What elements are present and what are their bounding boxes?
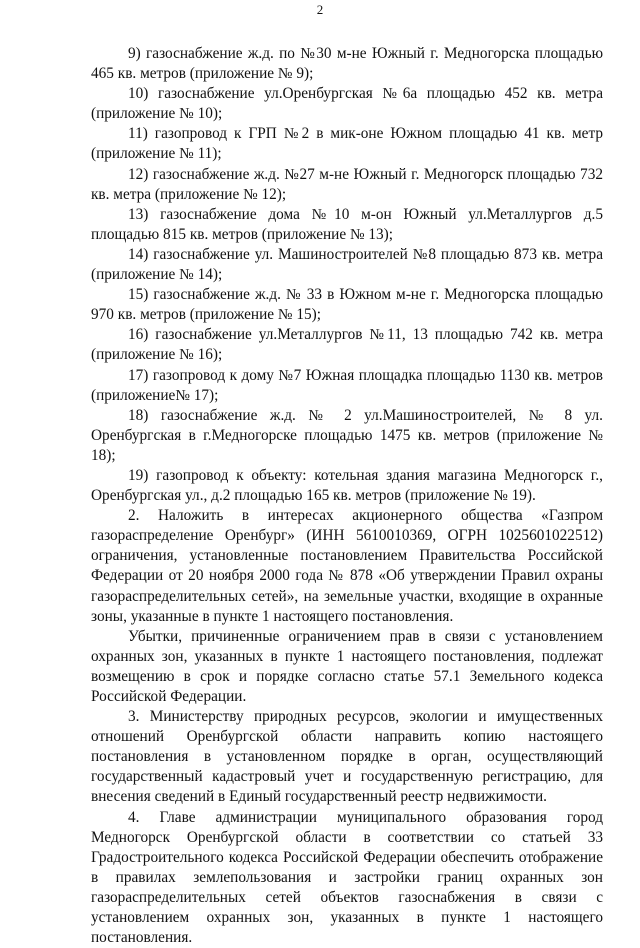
item-12: 12) газоснабжение ж.д. №27 м-не Южный г. Медногорск площадью 732 кв. метра (приложение № 12); <box>91 165 603 203</box>
item-15: 15) газоснабжение ж.д. № 33 в Южном м-не г. Медногорска площадью 970 кв. метров (приложение № 15); <box>91 286 603 324</box>
clause-2: 2. Наложить в интересах акционерного общества «Газпром газораспределение Оренбург» (ИНН 5610010369, ОГРН 1025601022512) ограничения, установленные постановлением Правительства Российской Федерации от 20 ноября 2000 года № 878 «Об утверждении Правил охраны газораспределительных сетей», на земельные участки, входящие в охранные зоны, указанные в пункте 1 настоящего постановления. <box>91 507 603 625</box>
losses-paragraph: Убытки, причиненные ограничением прав в связи с установлением охранных зон, указанных в пункте 1 настоящего постановления, подлежат возмещению в срок и порядке согласно статье 57.1 Земельного кодекса Российской Федерации. <box>91 627 603 705</box>
clause-4: 4. Главе администрации муниципального образования город Медногорск Оренбургской области в соответствии со статьей 33 Градостроительного кодекса Российской Федерации обеспечить отображение в правилах землепользования и застройки границ охранных зон газораспределительных сетей объектов газоснабжения в связи с установлением охранных зон, указанных в пункте 1 настоящего постановления. <box>91 808 603 947</box>
item-17: 17) газопровод к дому №7 Южная площадка площадью 1130 кв. метров (приложение№ 17); <box>91 366 603 404</box>
item-13: 13) газоснабжение дома №10 м-он Южный ул.Металлургов д.5 площадью 815 кв. метров (приложение № 13); <box>91 205 603 243</box>
item-11: 11) газопровод к ГРП №2 в мик-оне Южном площадью 41 кв. метр (приложение № 11); <box>91 125 603 163</box>
document-body <box>91 44 603 948</box>
item-9: 9) газоснабжение ж.д. по №30 м-не Южный г. Медногорска площадью 465 кв. метров (приложение № 9); <box>91 45 603 83</box>
page-number: 2 <box>316 2 324 17</box>
item-19: 19) газопровод к объекту: котельная здания магазина Медногорск г., Оренбургская ул., д.2 площадью 165 кв. метров (приложение № 19). <box>91 466 603 505</box>
clause-3: 3. Министерству природных ресурсов, экологии и имущественных отношений Оренбургской области направить копию настоящего постановления в установленном порядке в орган, осуществляющий государственный кадастровый учет и государственную регистрацию, для внесения сведений в Единый государственный реестр недвижимости. <box>91 708 603 806</box>
item-14: 14) газоснабжение ул. Машиностроителей №8 площадью 873 кв. метра (приложение № 14); <box>91 245 603 284</box>
item-16: 16) газоснабжение ул.Металлургов №11, 13 площадью 742 кв. метра (приложение № 16); <box>91 326 603 364</box>
item-18: 18) газоснабжение ж.д. № 2 ул.Машиностроителей, № 8 ул. Оренбургская в г.Медногорске площадью 1475 кв. метров (приложение № 18); <box>91 406 603 464</box>
item-10: 10) газоснабжение ул.Оренбургская №6а площадью 452 кв. метра (приложение № 10); <box>91 85 603 123</box>
